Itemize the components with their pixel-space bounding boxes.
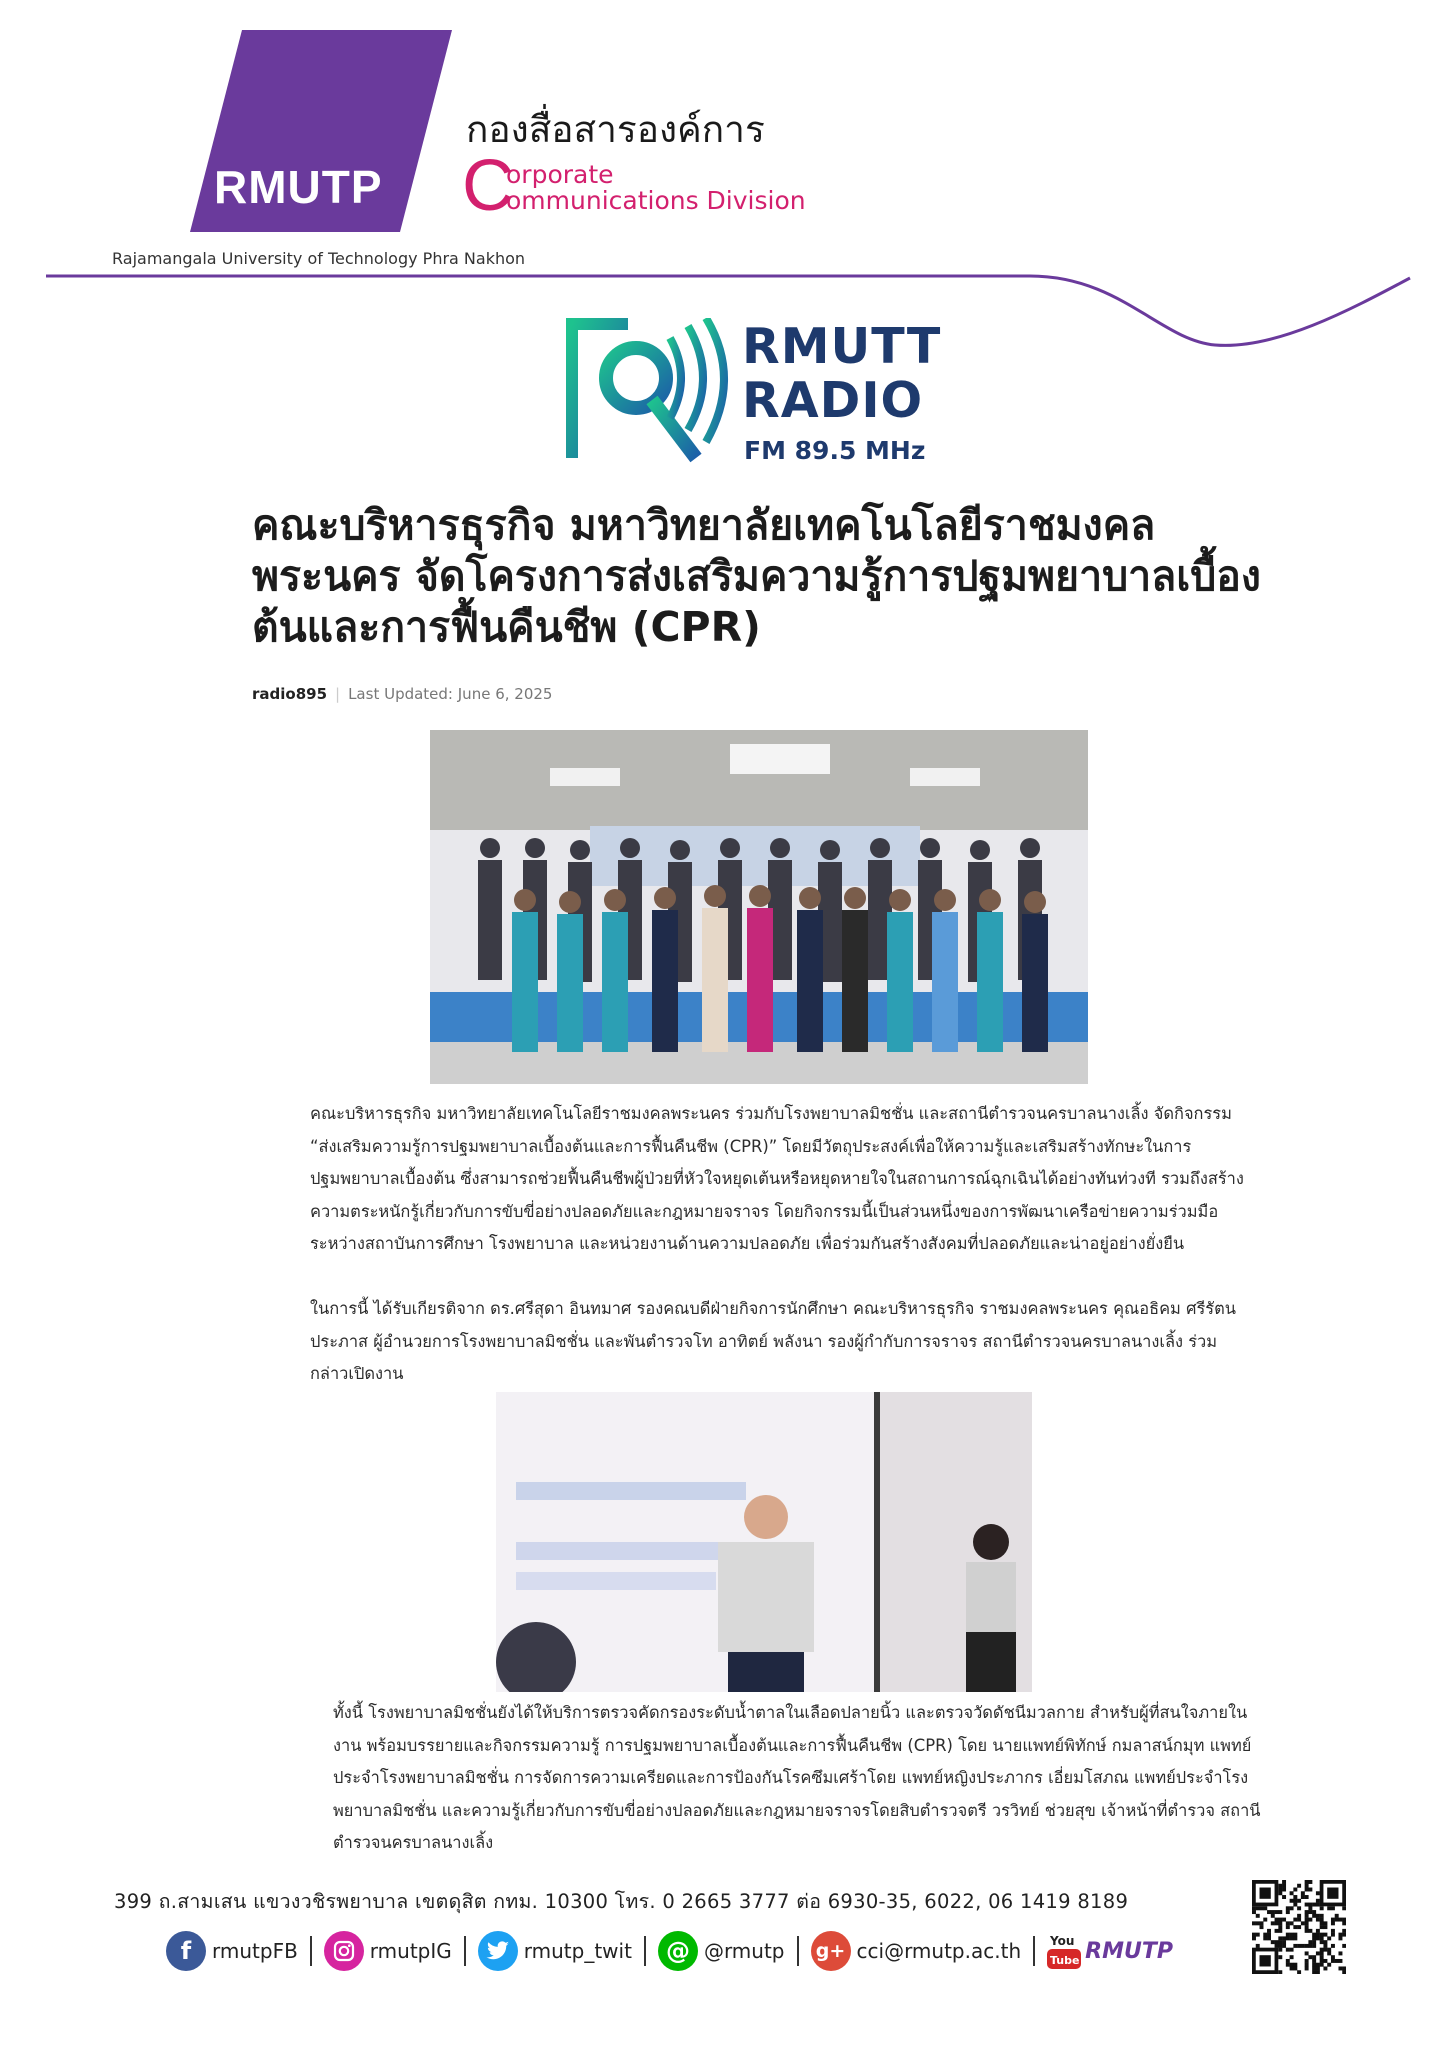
division-name-line1: orporate [506, 160, 614, 189]
social-youtube[interactable] [1047, 1931, 1173, 1971]
divider [310, 1936, 312, 1966]
article-title: คณะบริหารธุรกิจ มหาวิทยาลัยเทคโนโลยีราชมงคลพระนคร จัดโครงการส่งเสริมความรู้การปฐมพยาบาลเบื้องต้นและการฟื้นคืนชีพ (CPR) [252, 501, 1261, 651]
divider [797, 1936, 799, 1966]
social-facebook[interactable] [166, 1931, 298, 1971]
divider [464, 1936, 466, 1966]
divider [1033, 1936, 1035, 1966]
footer-address: 399 ถ.สามเสน แขวงวชิรพยาบาล เขตดุสิต กทม. 10300 โทร. 0 2665 3777 ต่อ 6930-35, 6022, 06 1419 8189 [114, 1890, 1129, 1913]
youtube-icon [1047, 1931, 1081, 1971]
article-meta [252, 685, 552, 703]
google-plus-icon: g+ [811, 1931, 851, 1971]
radio-name-line2: RADIO [742, 372, 924, 429]
divider [644, 1936, 646, 1966]
speaker-photo [496, 1392, 1032, 1692]
article-paragraph-2: ในการนี้ ได้รับเกียรติจาก ดร.ศรีสุดา อินทมาศ รองคณบดีฝ่ายกิจการนักศึกษา คณะบริหารธุรกิจ ราชมงคลพระนคร คุณอธิคม ศรีรัตนประภาส ผู้อำนวยการโรงพยาบาลมิชชั่น และพันตำรวจโท อาทิตย์ พลังนา รองผู้กำกับการจราจร สถานีตำรวจนครบาลนางเลิ้ง ร่วมกล่าวเปิดงาน [310, 1299, 1236, 1383]
division-initial: C [462, 146, 514, 226]
social-label: rmutpIG [369, 1939, 452, 1963]
social-links [166, 1926, 1173, 1976]
org-name-thai: กองสื่อสารองค์การ [466, 108, 765, 151]
article-paragraph-1: คณะบริหารธุรกิจ มหาวิทยาลัยเทคโนโลยีราชมงคลพระนคร ร่วมกับโรงพยาบาลมิชชั่น และสถานีตำรวจนครบาลนางเลิ้ง จัดกิจกรรม “ส่งเสริมความรู้การปฐมพยาบาลเบื้องต้นและการฟื้นคืนชีพ (CPR)” โดยมีวัตถุประสงค์เพื่อให้ความรู้และเสริมสร้างทักษะในการปฐมพยาบาลเบื้องต้น ซึ่งสามารถช่วยฟื้นคืนชีพผู้ป่วยที่หัวใจหยุดเต้นหรือหยุดหายใจในสถานการณ์ฉุกเฉินได้อย่างทันท่วงที รวมถึงสร้างความตระหนักรู้เกี่ยวกับการขับขี่อย่างปลอดภัยและกฎหมายจราจร โดยกิจกรรมนี้เป็นส่วนหนึ่งของการพัฒนาเครือข่ายความร่วมมือระหว่างสถาบันการศึกษา โรงพยาบาล และหน่วยงานด้านความปลอดภัย เพื่อร่วมกันสร้างสังคมที่ปลอดภัยและน่าอยู่อย่างยั่งยืน [310, 1104, 1244, 1253]
svg-text:You: You [1050, 1934, 1075, 1948]
radio-frequency: FM 89.5 MHz [744, 436, 926, 465]
line-icon: @ [658, 1931, 698, 1971]
division-name-line2: ommunications Division [506, 186, 806, 215]
social-line[interactable] [658, 1931, 785, 1971]
rmutp-logo-text: RMUTP [214, 161, 383, 213]
social-instagram[interactable] [324, 1931, 452, 1971]
qr-code[interactable] [1252, 1880, 1346, 1974]
article-updated-date: Last Updated: June 6, 2025 [348, 685, 553, 703]
article-paragraph-3: ทั้งนี้ โรงพยาบาลมิชชั่นยังได้ให้บริการตรวจคัดกรองระดับน้ำตาลในเลือดปลายนิ้ว และตรวจวัดดัชนีมวลกาย สำหรับผู้ที่สนใจภายในงาน พร้อมบรรยายและกิจกรรมความรู้ การปฐมพยาบาลเบื้องต้นและการฟื้นคืนชีพ (CPR) โดย นายแพทย์พิทักษ์ กมลาสน์กมุท แพทย์ประจำโรงพยาบาลมิชชั่น การจัดการความเครียดและการป้องกันโรคซึมเศร้าโดย แพทย์หญิงประภากร เอี่ยมโสภณ แพทย์ประจำโรงพยาบาลมิชชั่น และความรู้เกี่ยวกับการขับขี่อย่างปลอดภัยและกฎหมายจราจรโดยสิบตำรวจตรี วรวิทย์ ช่วยสุข เจ้าหน้าที่ตำรวจ สถานีตำรวจนครบาลนางเลิ้ง [333, 1703, 1261, 1852]
social-label: rmutpFB [212, 1939, 298, 1963]
social-label: rmutp_twit [523, 1939, 632, 1963]
social-twitter[interactable] [478, 1931, 632, 1971]
university-name: Rajamangala University of Technology Phra Nakhon [112, 249, 526, 268]
twitter-icon [478, 1931, 518, 1971]
rmutt-radio-logo-icon [566, 318, 736, 466]
radio-name-line1: RMUTT [742, 318, 942, 375]
youtube-channel-label: RMUTP [1085, 1938, 1173, 1964]
instagram-icon [324, 1931, 364, 1971]
social-label: cci@rmutp.ac.th [856, 1939, 1022, 1963]
article-author-link[interactable]: radio895 [252, 685, 328, 703]
group-photo [430, 730, 1088, 1084]
meta-separator: | [335, 685, 341, 703]
social-label: @rmutp [703, 1939, 785, 1963]
social-google-plus[interactable] [811, 1931, 1022, 1971]
facebook-icon: f [166, 1931, 206, 1971]
svg-text:Tube: Tube [1050, 1954, 1080, 1967]
